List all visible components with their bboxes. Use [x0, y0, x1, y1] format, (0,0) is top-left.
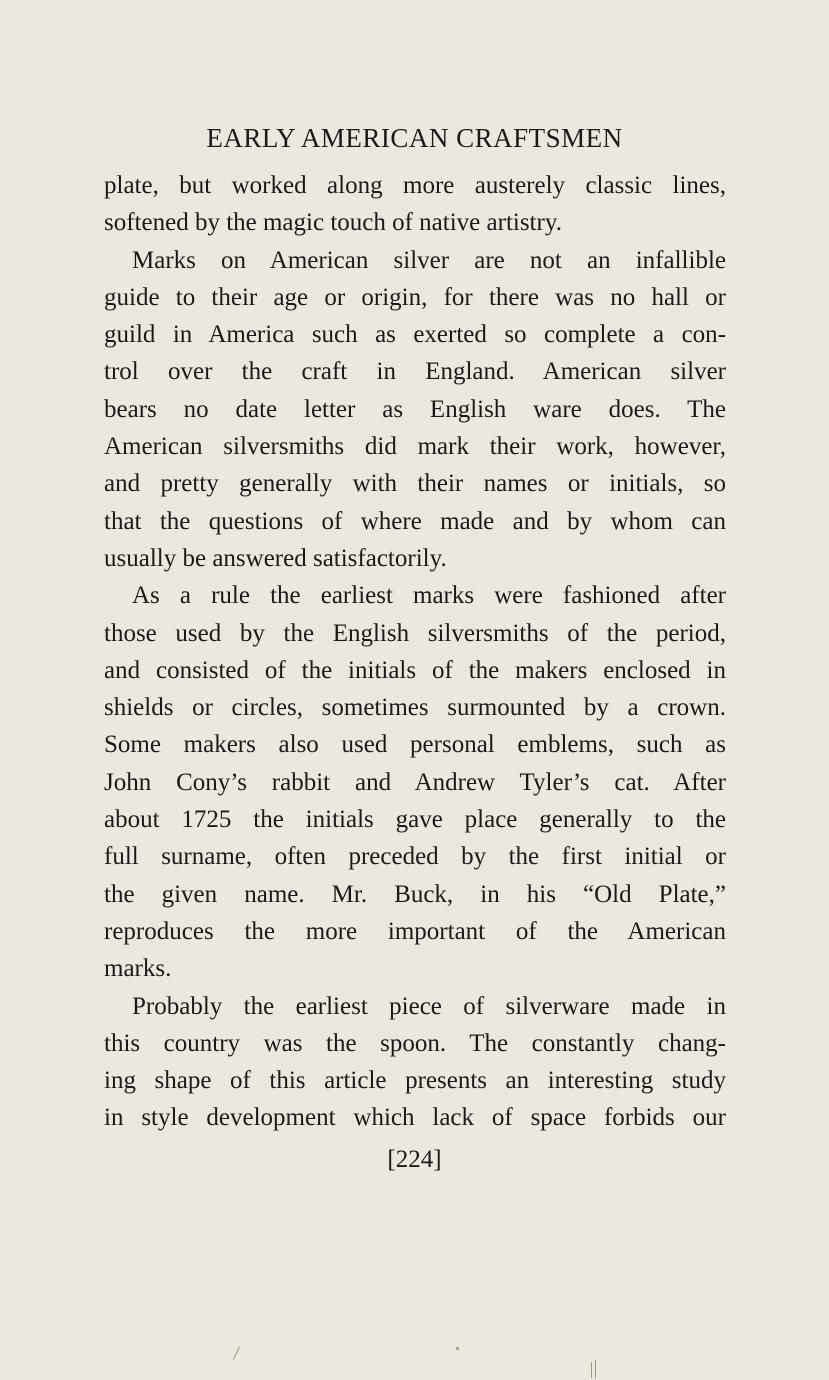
text-line: full surname, often preceded by the first initial or: [104, 843, 726, 871]
text-line: Some makers also used personal emblems, such as: [104, 731, 726, 759]
text-line: that the questions of where made and by whom can: [104, 507, 726, 535]
text-line: softened by the magic touch of native artistry.: [104, 209, 562, 237]
text-line: American silversmiths did mark their work, however,: [104, 433, 726, 461]
body-text: [104, 167, 726, 1137]
paper-speck: [233, 1346, 240, 1359]
text-line: the given name. Mr. Buck, in his “Old Plate,”: [104, 880, 726, 908]
text-line: and consisted of the initials of the makers enclosed in: [104, 656, 726, 684]
text-line: usually be answered satisfactorily.: [104, 544, 447, 572]
page-number: [224]: [387, 1146, 442, 1173]
text-line: this country was the spoon. The constantly chang-: [104, 1029, 726, 1057]
text-line: shields or circles, sometimes surmounted by a crown.: [104, 694, 726, 722]
text-line: about 1725 the initials gave place generally to the: [104, 806, 726, 834]
text-line: and pretty generally with their names or initials, so: [104, 470, 726, 498]
text-line: those used by the English silversmiths of the period,: [104, 619, 726, 647]
running-head: EARLY AMERICAN CRAFTSMEN: [206, 123, 623, 153]
text-line: marks.: [104, 955, 172, 983]
text-line: John Cony’s rabbit and Andrew Tyler’s cat. After: [104, 768, 726, 796]
text-line: guide to their age or origin, for there was no hall or: [104, 283, 726, 311]
text-line: Marks on American silver are not an infallible: [132, 246, 726, 274]
text-line: bears no date letter as English ware does. The: [104, 395, 726, 423]
text-line: Probably the earliest piece of silverware made in: [132, 992, 726, 1020]
text-line: ing shape of this article presents an interesting study: [104, 1067, 726, 1095]
text-line: in style development which lack of space forbids our: [104, 1104, 726, 1132]
text-line: trol over the craft in England. American silver: [104, 358, 726, 386]
paper-speck: [456, 1347, 459, 1350]
text-line: reproduces the more important of the American: [104, 917, 726, 945]
paper-speck: [591, 1362, 592, 1378]
paper-speck: [595, 1360, 596, 1378]
text-line: As a rule the earliest marks were fashioned after: [132, 582, 726, 610]
text-line: guild in America such as exerted so complete a con-: [104, 321, 726, 349]
text-line: plate, but worked along more austerely classic lines,: [104, 172, 726, 199]
